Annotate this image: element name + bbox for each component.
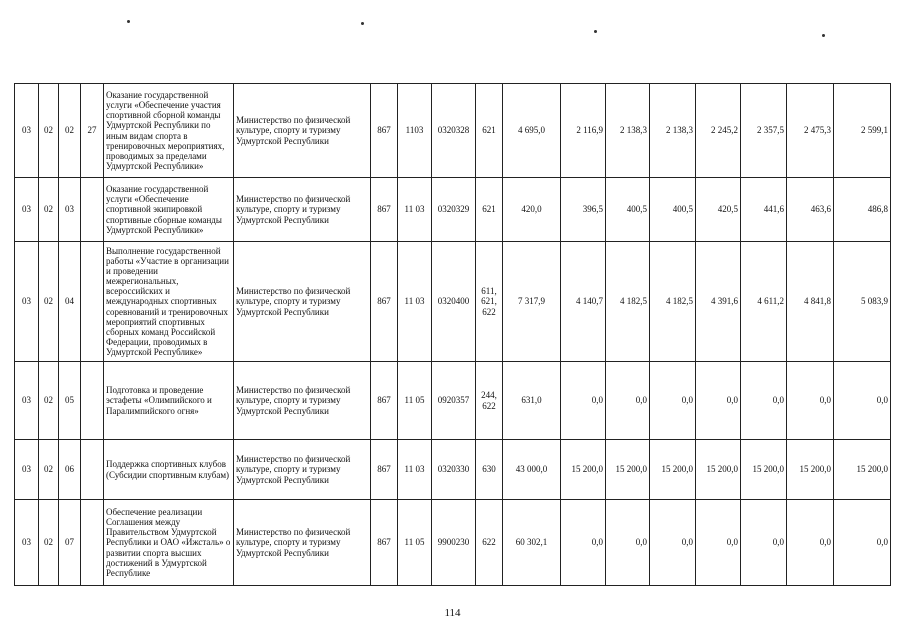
amount-cell: 2 245,2 xyxy=(696,84,741,178)
amount-cell: 2 138,3 xyxy=(606,84,650,178)
code-cell: 02 xyxy=(39,500,59,586)
target-article-cell: 0320400 xyxy=(432,242,476,362)
table-row xyxy=(15,440,891,500)
target-article-cell: 9900230 xyxy=(432,500,476,586)
code-cell: 07 xyxy=(59,500,81,586)
scan-speck xyxy=(361,22,364,25)
code-cell: 03 xyxy=(59,178,81,242)
expense-type-cell: 611, 621, 622 xyxy=(476,242,503,362)
code-cell: 02 xyxy=(39,178,59,242)
table-row xyxy=(15,362,891,440)
expense-type-cell: 622 xyxy=(476,500,503,586)
amount-cell: 0,0 xyxy=(787,500,834,586)
section-cell: 11 05 xyxy=(398,500,432,586)
measure-name-cell: Оказание государственной услуги «Обеспечение спортивной экипировкой спортивные сборные команды Удмуртской Республики» xyxy=(104,178,234,242)
ministry-cell: Министерство по физической культуре, спорту и туризму Удмуртской Республики xyxy=(234,500,371,586)
ministry-cell: Министерство по физической культуре, спорту и туризму Удмуртской Республики xyxy=(234,362,371,440)
code-cell: 02 xyxy=(39,84,59,178)
scan-speck xyxy=(822,34,825,37)
expense-type-cell: 630 xyxy=(476,440,503,500)
code-cell: 06 xyxy=(59,440,81,500)
amount-cell: 0,0 xyxy=(741,500,787,586)
amount-cell: 15 200,0 xyxy=(650,440,696,500)
code-cell: 03 xyxy=(15,440,39,500)
table-row xyxy=(15,178,891,242)
scan-speck xyxy=(127,20,130,23)
code-cell: 27 xyxy=(81,84,104,178)
amount-cell: 4 182,5 xyxy=(650,242,696,362)
amount-cell: 2 116,9 xyxy=(561,84,606,178)
target-article-cell: 0320330 xyxy=(432,440,476,500)
ministry-cell: Министерство по физической культуре, спорту и туризму Удмуртской Республики xyxy=(234,242,371,362)
amount-cell: 0,0 xyxy=(787,362,834,440)
code-cell: 03 xyxy=(15,362,39,440)
amount-cell: 15 200,0 xyxy=(561,440,606,500)
amount-cell: 420,0 xyxy=(503,178,561,242)
amount-cell: 15 200,0 xyxy=(741,440,787,500)
expense-type-cell: 621 xyxy=(476,84,503,178)
amount-cell: 15 200,0 xyxy=(696,440,741,500)
target-article-cell: 0320328 xyxy=(432,84,476,178)
code-cell: 04 xyxy=(59,242,81,362)
code-cell: 03 xyxy=(15,178,39,242)
amount-cell: 2 475,3 xyxy=(787,84,834,178)
amount-cell: 15 200,0 xyxy=(787,440,834,500)
table-row xyxy=(15,242,891,362)
measure-name-cell: Оказание государственной услуги «Обеспечение участия спортивной сборной команды Удмуртской Республики по иным видам спорта в тренировочных мероприятиях, проводимых за пределами Удмуртской Республики» xyxy=(104,84,234,178)
amount-cell: 4 695,0 xyxy=(503,84,561,178)
scan-speck xyxy=(594,30,597,33)
amount-cell: 7 317,9 xyxy=(503,242,561,362)
measure-name-cell: Подготовка и проведение эстафеты «Олимпийского и Паралимпийского огня» xyxy=(104,362,234,440)
amount-cell: 2 357,5 xyxy=(741,84,787,178)
code-cell xyxy=(81,178,104,242)
amount-cell: 60 302,1 xyxy=(503,500,561,586)
table-row xyxy=(15,84,891,178)
amount-cell: 400,5 xyxy=(650,178,696,242)
page-number: 114 xyxy=(444,607,461,619)
code-cell: 05 xyxy=(59,362,81,440)
grbs-cell: 867 xyxy=(371,84,398,178)
code-cell xyxy=(81,500,104,586)
amount-cell: 0,0 xyxy=(606,362,650,440)
measure-name-cell: Выполнение государственной работы «Участие в организации и проведении межрегиональных, всероссийских и международных спортивных соревнований и тренировочных мероприятий спортивных сборных команд Российской Федерации, проводимых в Удмуртской Республике» xyxy=(104,242,234,362)
table-row xyxy=(15,500,891,586)
section-cell: 11 03 xyxy=(398,178,432,242)
amount-cell: 4 140,7 xyxy=(561,242,606,362)
amount-cell: 0,0 xyxy=(561,500,606,586)
amount-cell: 631,0 xyxy=(503,362,561,440)
amount-cell: 463,6 xyxy=(787,178,834,242)
section-cell: 11 05 xyxy=(398,362,432,440)
expense-type-cell: 244, 622 xyxy=(476,362,503,440)
amount-cell: 15 200,0 xyxy=(834,440,891,500)
grbs-cell: 867 xyxy=(371,178,398,242)
section-cell: 11 03 xyxy=(398,440,432,500)
amount-cell: 400,5 xyxy=(606,178,650,242)
amount-cell: 0,0 xyxy=(650,500,696,586)
amount-cell: 0,0 xyxy=(606,500,650,586)
ministry-cell: Министерство по физической культуре, спорту и туризму Удмуртской Республики xyxy=(234,440,371,500)
code-cell: 02 xyxy=(39,440,59,500)
code-cell: 02 xyxy=(39,362,59,440)
grbs-cell: 867 xyxy=(371,242,398,362)
target-article-cell: 0320329 xyxy=(432,178,476,242)
amount-cell: 43 000,0 xyxy=(503,440,561,500)
amount-cell: 2 599,1 xyxy=(834,84,891,178)
amount-cell: 5 083,9 xyxy=(834,242,891,362)
amount-cell: 15 200,0 xyxy=(606,440,650,500)
amount-cell: 0,0 xyxy=(696,362,741,440)
amount-cell: 0,0 xyxy=(834,500,891,586)
ministry-cell: Министерство по физической культуре, спорту и туризму Удмуртской Республики xyxy=(234,178,371,242)
grbs-cell: 867 xyxy=(371,440,398,500)
target-article-cell: 0920357 xyxy=(432,362,476,440)
amount-cell: 420,5 xyxy=(696,178,741,242)
measure-name-cell: Поддержка спортивных клубов (Субсидии спортивным клубам) xyxy=(104,440,234,500)
amount-cell: 441,6 xyxy=(741,178,787,242)
amount-cell: 4 391,6 xyxy=(696,242,741,362)
amount-cell: 0,0 xyxy=(834,362,891,440)
amount-cell: 2 138,3 xyxy=(650,84,696,178)
code-cell: 02 xyxy=(59,84,81,178)
amount-cell: 4 182,5 xyxy=(606,242,650,362)
amount-cell: 0,0 xyxy=(561,362,606,440)
measure-name-cell: Обеспечение реализации Соглашения между Правительством Удмуртской Республики и ОАО «Ижсталь» о развитии спорта высших достижений в Удмуртской Республике xyxy=(104,500,234,586)
amount-cell: 396,5 xyxy=(561,178,606,242)
code-cell: 03 xyxy=(15,242,39,362)
grbs-cell: 867 xyxy=(371,362,398,440)
code-cell: 02 xyxy=(39,242,59,362)
code-cell: 03 xyxy=(15,84,39,178)
code-cell: 03 xyxy=(15,500,39,586)
amount-cell: 4 841,8 xyxy=(787,242,834,362)
expense-type-cell: 621 xyxy=(476,178,503,242)
section-cell: 1103 xyxy=(398,84,432,178)
section-cell: 11 03 xyxy=(398,242,432,362)
code-cell xyxy=(81,440,104,500)
ministry-cell: Министерство по физической культуре, спорту и туризму Удмуртской Республики xyxy=(234,84,371,178)
code-cell xyxy=(81,242,104,362)
amount-cell: 0,0 xyxy=(650,362,696,440)
budget-table xyxy=(14,83,891,586)
amount-cell: 0,0 xyxy=(741,362,787,440)
amount-cell: 486,8 xyxy=(834,178,891,242)
code-cell xyxy=(81,362,104,440)
grbs-cell: 867 xyxy=(371,500,398,586)
amount-cell: 0,0 xyxy=(696,500,741,586)
amount-cell: 4 611,2 xyxy=(741,242,787,362)
